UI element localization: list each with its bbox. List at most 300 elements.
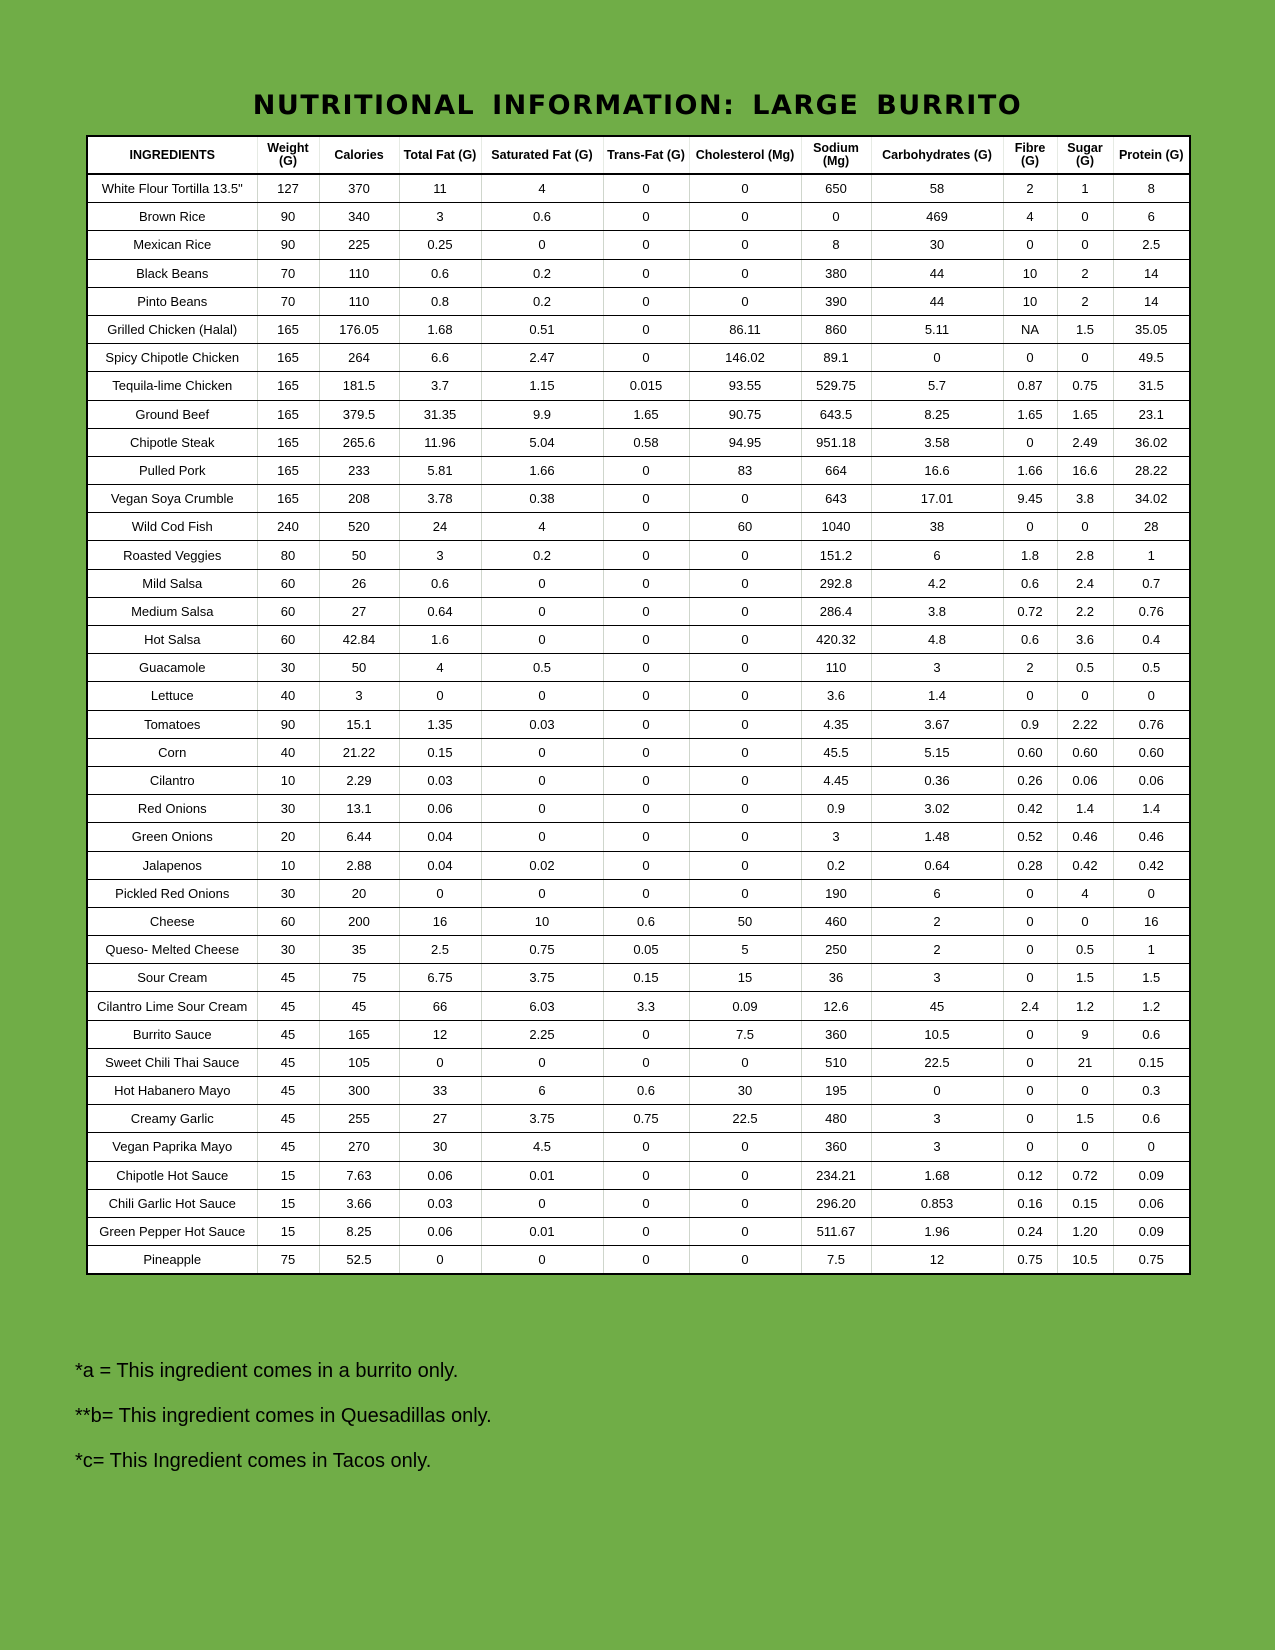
column-header: INGREDIENTS: [87, 136, 257, 174]
nutrient-value: 15: [257, 1189, 319, 1217]
footnote-c: *c= This Ingredient comes in Tacos only.: [75, 1450, 432, 1472]
nutrient-value: 15: [257, 1217, 319, 1245]
nutrient-value: 60: [257, 597, 319, 625]
nutrient-value: 0.2: [481, 259, 603, 287]
nutrient-value: 0: [689, 823, 801, 851]
nutrient-value: 0: [871, 344, 1003, 372]
nutrient-value: 165: [319, 1020, 399, 1048]
nutrient-value: 0.38: [481, 485, 603, 513]
column-header: Fibre (G): [1003, 136, 1057, 174]
nutrient-value: 58: [871, 174, 1003, 203]
nutrient-value: 20: [319, 879, 399, 907]
nutrient-value: 195: [801, 1077, 871, 1105]
nutrient-value: 0.06: [1113, 766, 1190, 794]
nutrient-value: 200: [319, 907, 399, 935]
ingredient-name: Tomatoes: [87, 710, 257, 738]
nutrient-value: 0.15: [1113, 1048, 1190, 1076]
nutrient-value: 0: [1113, 1133, 1190, 1161]
table-row: [87, 485, 1190, 513]
nutrient-value: 0.7: [1113, 569, 1190, 597]
table-row: [87, 1048, 1190, 1076]
nutrient-value: 0: [689, 879, 801, 907]
nutrient-value: 1.65: [603, 400, 689, 428]
ingredient-name: Green Onions: [87, 823, 257, 851]
nutrient-value: 0: [689, 569, 801, 597]
ingredient-name: White Flour Tortilla 13.5": [87, 174, 257, 203]
nutrient-value: 0.4: [1113, 626, 1190, 654]
nutrient-value: 2.5: [1113, 231, 1190, 259]
nutrient-value: 265.6: [319, 428, 399, 456]
nutrient-value: 5.81: [399, 456, 481, 484]
table-row: [87, 964, 1190, 992]
nutrient-value: 240: [257, 513, 319, 541]
nutrient-value: 420.32: [801, 626, 871, 654]
nutrient-value: 0.24: [1003, 1217, 1057, 1245]
table-row: [87, 1246, 1190, 1275]
footnote-a: *a = This ingredient comes in a burrito only.: [75, 1360, 459, 1382]
nutrient-value: 1.35: [399, 710, 481, 738]
nutrient-value: 0: [603, 344, 689, 372]
nutrient-value: 0: [1003, 1048, 1057, 1076]
nutrient-value: 0: [1057, 203, 1113, 231]
nutrient-value: 0.3: [1113, 1077, 1190, 1105]
ingredient-name: Creamy Garlic: [87, 1105, 257, 1133]
nutrient-value: 1.5: [1057, 315, 1113, 343]
nutrient-value: 22.5: [689, 1105, 801, 1133]
nutrient-value: 4.35: [801, 710, 871, 738]
ingredient-name: Sweet Chili Thai Sauce: [87, 1048, 257, 1076]
nutrient-value: 23.1: [1113, 400, 1190, 428]
nutrient-value: 0: [689, 1161, 801, 1189]
nutrient-value: 0.05: [603, 936, 689, 964]
nutrient-value: 0: [481, 738, 603, 766]
ingredient-name: Hot Salsa: [87, 626, 257, 654]
nutrient-value: 3.58: [871, 428, 1003, 456]
table-row: [87, 1105, 1190, 1133]
nutrient-value: 0: [603, 287, 689, 315]
nutrient-value: 11.96: [399, 428, 481, 456]
nutrient-value: 255: [319, 1105, 399, 1133]
table-row: [87, 428, 1190, 456]
nutrient-value: 520: [319, 513, 399, 541]
nutrient-value: 30: [871, 231, 1003, 259]
nutrient-value: 0.6: [1113, 1105, 1190, 1133]
nutrient-value: 36: [801, 964, 871, 992]
ingredient-name: Green Pepper Hot Sauce: [87, 1217, 257, 1245]
nutrient-value: 292.8: [801, 569, 871, 597]
nutrient-value: 1.5: [1057, 1105, 1113, 1133]
nutrient-value: 0.42: [1003, 795, 1057, 823]
nutrient-value: 9: [1057, 1020, 1113, 1048]
nutrient-value: 0.04: [399, 851, 481, 879]
nutrient-value: 6.6: [399, 344, 481, 372]
nutrient-value: 28.22: [1113, 456, 1190, 484]
nutrient-value: 0: [481, 879, 603, 907]
nutrient-value: 0: [1057, 1077, 1113, 1105]
nutrient-value: 45: [257, 1020, 319, 1048]
nutrient-value: 31.35: [399, 400, 481, 428]
column-header: Saturated Fat (G): [481, 136, 603, 174]
nutrient-value: 0: [689, 851, 801, 879]
ingredient-name: Cilantro: [87, 766, 257, 794]
nutrient-value: 2.5: [399, 936, 481, 964]
nutrient-value: 0: [1113, 879, 1190, 907]
nutrition-table: [86, 135, 1191, 1275]
nutrient-value: 181.5: [319, 372, 399, 400]
nutrient-value: 9.45: [1003, 485, 1057, 513]
table-row: [87, 1161, 1190, 1189]
ingredient-name: Chipotle Hot Sauce: [87, 1161, 257, 1189]
nutrient-value: 176.05: [319, 315, 399, 343]
ingredient-name: Chipotle Steak: [87, 428, 257, 456]
nutrient-value: 0: [689, 485, 801, 513]
nutrient-value: 9.9: [481, 400, 603, 428]
nutrient-value: 30: [257, 795, 319, 823]
nutrient-value: 0: [689, 795, 801, 823]
nutrient-value: 146.02: [689, 344, 801, 372]
nutrient-value: 0.75: [603, 1105, 689, 1133]
nutrient-value: 0: [603, 541, 689, 569]
nutrient-value: 12: [871, 1246, 1003, 1275]
nutrient-value: 0: [481, 682, 603, 710]
nutrient-value: 4.5: [481, 1133, 603, 1161]
nutrient-value: 1.4: [871, 682, 1003, 710]
nutrient-value: 7.5: [689, 1020, 801, 1048]
nutrient-value: 50: [319, 541, 399, 569]
nutrient-value: 0.2: [481, 541, 603, 569]
nutrient-value: 16: [1113, 907, 1190, 935]
nutrient-value: 0.09: [1113, 1217, 1190, 1245]
nutrient-value: 0.75: [481, 936, 603, 964]
ingredient-name: Vegan Soya Crumble: [87, 485, 257, 513]
nutrient-value: 66: [399, 992, 481, 1020]
nutrient-value: 1.5: [1113, 964, 1190, 992]
nutrient-value: 0: [689, 597, 801, 625]
nutrient-value: 0: [603, 879, 689, 907]
column-header: Protein (G): [1113, 136, 1190, 174]
nutrient-value: 234.21: [801, 1161, 871, 1189]
table-row: [87, 654, 1190, 682]
nutrient-value: 2.8: [1057, 541, 1113, 569]
nutrient-value: 0: [603, 1161, 689, 1189]
nutrient-value: 0.6: [1113, 1020, 1190, 1048]
nutrient-value: 4: [399, 654, 481, 682]
table-row: [87, 203, 1190, 231]
nutrient-value: 0: [871, 1077, 1003, 1105]
nutrient-value: 1.6: [399, 626, 481, 654]
nutrient-value: 20: [257, 823, 319, 851]
nutrient-value: 0: [603, 795, 689, 823]
nutrient-value: 643.5: [801, 400, 871, 428]
nutrient-value: 2.4: [1057, 569, 1113, 597]
nutrient-value: 0: [689, 654, 801, 682]
nutrient-value: 0: [481, 1189, 603, 1217]
nutrient-value: 22.5: [871, 1048, 1003, 1076]
nutrient-value: 3.8: [871, 597, 1003, 625]
ingredient-name: Medium Salsa: [87, 597, 257, 625]
nutrient-value: 10.5: [1057, 1246, 1113, 1275]
nutrient-value: 1.48: [871, 823, 1003, 851]
nutrient-value: 0: [481, 766, 603, 794]
nutrient-value: 0: [1003, 907, 1057, 935]
nutrient-value: 2.29: [319, 766, 399, 794]
nutrient-value: 45: [257, 1077, 319, 1105]
nutrient-value: 49.5: [1113, 344, 1190, 372]
nutrient-value: 35.05: [1113, 315, 1190, 343]
nutrient-value: 3: [871, 654, 1003, 682]
column-header: Sugar (G): [1057, 136, 1113, 174]
nutrient-value: 26: [319, 569, 399, 597]
nutrient-value: 45: [257, 992, 319, 1020]
nutrient-value: 0.15: [399, 738, 481, 766]
nutrient-value: 3.3: [603, 992, 689, 1020]
nutrient-value: 60: [689, 513, 801, 541]
nutrient-value: 0.9: [801, 795, 871, 823]
nutrient-value: 264: [319, 344, 399, 372]
nutrient-value: 5: [689, 936, 801, 964]
nutrient-value: 0: [689, 287, 801, 315]
nutrient-value: 110: [319, 259, 399, 287]
nutrient-value: 0: [1003, 1133, 1057, 1161]
nutrient-value: 300: [319, 1077, 399, 1105]
nutrient-value: 0: [603, 1246, 689, 1275]
nutrient-value: 0.5: [481, 654, 603, 682]
nutrient-value: 52.5: [319, 1246, 399, 1275]
nutrient-value: 10: [481, 907, 603, 935]
nutrient-value: 5.11: [871, 315, 1003, 343]
nutrient-value: 0.06: [399, 1161, 481, 1189]
nutrient-value: 2: [871, 936, 1003, 964]
nutrient-value: 0: [1057, 1133, 1113, 1161]
nutrient-value: 0: [1003, 344, 1057, 372]
nutrient-value: 16.6: [871, 456, 1003, 484]
nutrient-value: 0: [1003, 1105, 1057, 1133]
nutrient-value: 0.2: [481, 287, 603, 315]
nutrient-value: 0: [1113, 682, 1190, 710]
nutrient-value: 42.84: [319, 626, 399, 654]
table-row: [87, 1020, 1190, 1048]
ingredient-name: Brown Rice: [87, 203, 257, 231]
nutrient-value: 6: [871, 879, 1003, 907]
nutrient-value: 208: [319, 485, 399, 513]
footnotes: [75, 1360, 492, 1495]
column-header: Calories: [319, 136, 399, 174]
nutrient-value: 0: [603, 682, 689, 710]
nutrient-value: 0: [481, 823, 603, 851]
table-row: [87, 936, 1190, 964]
nutrient-value: 270: [319, 1133, 399, 1161]
nutrient-value: 0: [399, 1048, 481, 1076]
ingredient-name: Pineapple: [87, 1246, 257, 1275]
nutrient-value: 664: [801, 456, 871, 484]
nutrient-value: 21: [1057, 1048, 1113, 1076]
nutrient-value: 0.46: [1057, 823, 1113, 851]
nutrient-value: 0: [603, 513, 689, 541]
nutrient-value: 3: [399, 541, 481, 569]
nutrient-value: 0.01: [481, 1217, 603, 1245]
ingredient-name: Corn: [87, 738, 257, 766]
nutrient-value: 165: [257, 400, 319, 428]
nutrient-value: 105: [319, 1048, 399, 1076]
nutrient-value: 0.6: [399, 259, 481, 287]
nutrient-value: 0.6: [481, 203, 603, 231]
nutrient-value: 0: [689, 710, 801, 738]
table-row: [87, 315, 1190, 343]
nutrient-value: 2.49: [1057, 428, 1113, 456]
nutrient-value: 0: [689, 1048, 801, 1076]
nutrient-value: 0.60: [1113, 738, 1190, 766]
nutrient-value: 0.75: [1113, 1246, 1190, 1275]
nutrient-value: 14: [1113, 287, 1190, 315]
nutrient-value: 2.22: [1057, 710, 1113, 738]
column-header: Carbohydrates (G): [871, 136, 1003, 174]
nutrient-value: 379.5: [319, 400, 399, 428]
nutrient-value: 0.5: [1113, 654, 1190, 682]
nutrient-value: 5.15: [871, 738, 1003, 766]
nutrient-value: 0: [481, 795, 603, 823]
nutrient-value: 0: [481, 231, 603, 259]
nutrient-value: 0.6: [399, 569, 481, 597]
nutrient-value: 4.45: [801, 766, 871, 794]
nutrient-value: 70: [257, 259, 319, 287]
nutrient-value: 165: [257, 485, 319, 513]
nutrient-value: 3: [399, 203, 481, 231]
nutrient-value: 650: [801, 174, 871, 203]
nutrient-value: 1: [1057, 174, 1113, 203]
nutrient-value: 16: [399, 907, 481, 935]
nutrient-value: 4: [1003, 203, 1057, 231]
nutrient-value: 3.67: [871, 710, 1003, 738]
column-header: Total Fat (G): [399, 136, 481, 174]
nutrient-value: 0: [603, 654, 689, 682]
nutrient-value: 0: [689, 766, 801, 794]
ingredient-name: Cilantro Lime Sour Cream: [87, 992, 257, 1020]
nutrient-value: 0.09: [689, 992, 801, 1020]
nutrient-value: 0.72: [1057, 1161, 1113, 1189]
nutrient-value: 75: [319, 964, 399, 992]
nutrient-value: 0.87: [1003, 372, 1057, 400]
nutrient-value: 93.55: [689, 372, 801, 400]
table-row: [87, 766, 1190, 794]
nutrient-value: 165: [257, 456, 319, 484]
nutrient-value: 3.7: [399, 372, 481, 400]
nutrient-value: 6.03: [481, 992, 603, 1020]
table-row: [87, 456, 1190, 484]
nutrient-value: 0: [1003, 682, 1057, 710]
nutrient-value: 0: [481, 569, 603, 597]
nutrient-value: 11: [399, 174, 481, 203]
nutrient-value: 5.7: [871, 372, 1003, 400]
nutrient-value: 165: [257, 344, 319, 372]
nutrient-value: 0.46: [1113, 823, 1190, 851]
nutrient-value: 6: [1113, 203, 1190, 231]
nutrient-value: 30: [257, 654, 319, 682]
nutrient-value: 7.5: [801, 1246, 871, 1275]
table-row: [87, 569, 1190, 597]
table-row: [87, 287, 1190, 315]
nutrient-value: 0: [689, 626, 801, 654]
nutrient-value: 4: [1057, 879, 1113, 907]
nutrient-value: 0: [603, 259, 689, 287]
nutrient-value: 0.60: [1003, 738, 1057, 766]
nutrient-value: 50: [319, 654, 399, 682]
table-row: [87, 851, 1190, 879]
table-row: [87, 682, 1190, 710]
nutrient-value: 0: [481, 626, 603, 654]
nutrient-value: 94.95: [689, 428, 801, 456]
nutrient-value: 0: [689, 231, 801, 259]
nutrient-value: 10: [1003, 259, 1057, 287]
nutrient-value: 0.64: [871, 851, 1003, 879]
nutrient-value: 0: [801, 203, 871, 231]
nutrient-value: 0: [603, 1189, 689, 1217]
table-row: [87, 710, 1190, 738]
nutrient-value: 86.11: [689, 315, 801, 343]
nutrient-value: 0: [603, 174, 689, 203]
nutrient-value: 75: [257, 1246, 319, 1275]
nutrient-value: 233: [319, 456, 399, 484]
nutrient-value: 0: [399, 682, 481, 710]
table-header-row: [87, 136, 1190, 174]
ingredient-name: Sour Cream: [87, 964, 257, 992]
nutrient-value: 190: [801, 879, 871, 907]
nutrient-value: 8: [1113, 174, 1190, 203]
nutrient-value: 0.2: [801, 851, 871, 879]
nutrient-value: 10.5: [871, 1020, 1003, 1048]
nutrient-value: 17.01: [871, 485, 1003, 513]
nutrient-value: 0.853: [871, 1189, 1003, 1217]
nutrient-value: 12: [399, 1020, 481, 1048]
table-row: [87, 174, 1190, 203]
nutrient-value: 2.2: [1057, 597, 1113, 625]
table-row: [87, 372, 1190, 400]
nutrient-value: 45: [871, 992, 1003, 1020]
nutrient-value: 0: [1057, 344, 1113, 372]
nutrient-value: 0.16: [1003, 1189, 1057, 1217]
nutrient-value: 0.26: [1003, 766, 1057, 794]
nutrient-value: 3: [871, 964, 1003, 992]
nutrient-value: 0: [689, 738, 801, 766]
nutrient-value: 34.02: [1113, 485, 1190, 513]
nutrient-value: 0.6: [603, 1077, 689, 1105]
nutrient-value: 0.06: [399, 795, 481, 823]
nutrient-value: 90.75: [689, 400, 801, 428]
column-header: Trans-Fat (G): [603, 136, 689, 174]
nutrient-value: 3.78: [399, 485, 481, 513]
ingredient-name: Guacamole: [87, 654, 257, 682]
ingredient-name: Vegan Paprika Mayo: [87, 1133, 257, 1161]
nutrient-value: 45: [257, 964, 319, 992]
ingredient-name: Pinto Beans: [87, 287, 257, 315]
ingredient-name: Cheese: [87, 907, 257, 935]
nutrient-value: 0: [603, 1020, 689, 1048]
table-row: [87, 879, 1190, 907]
nutrient-value: 0: [1003, 1077, 1057, 1105]
nutrient-value: 0.06: [399, 1217, 481, 1245]
ingredient-name: Hot Habanero Mayo: [87, 1077, 257, 1105]
nutrient-value: 460: [801, 907, 871, 935]
nutrient-value: 110: [801, 654, 871, 682]
nutrient-value: 24: [399, 513, 481, 541]
nutrient-value: 6: [481, 1077, 603, 1105]
ingredient-name: Pickled Red Onions: [87, 879, 257, 907]
nutrient-value: 31.5: [1113, 372, 1190, 400]
nutrient-value: 4: [481, 174, 603, 203]
nutrient-value: 165: [257, 428, 319, 456]
nutrient-value: 0: [481, 597, 603, 625]
nutrient-value: 0: [1003, 513, 1057, 541]
nutrient-value: 0.28: [1003, 851, 1057, 879]
